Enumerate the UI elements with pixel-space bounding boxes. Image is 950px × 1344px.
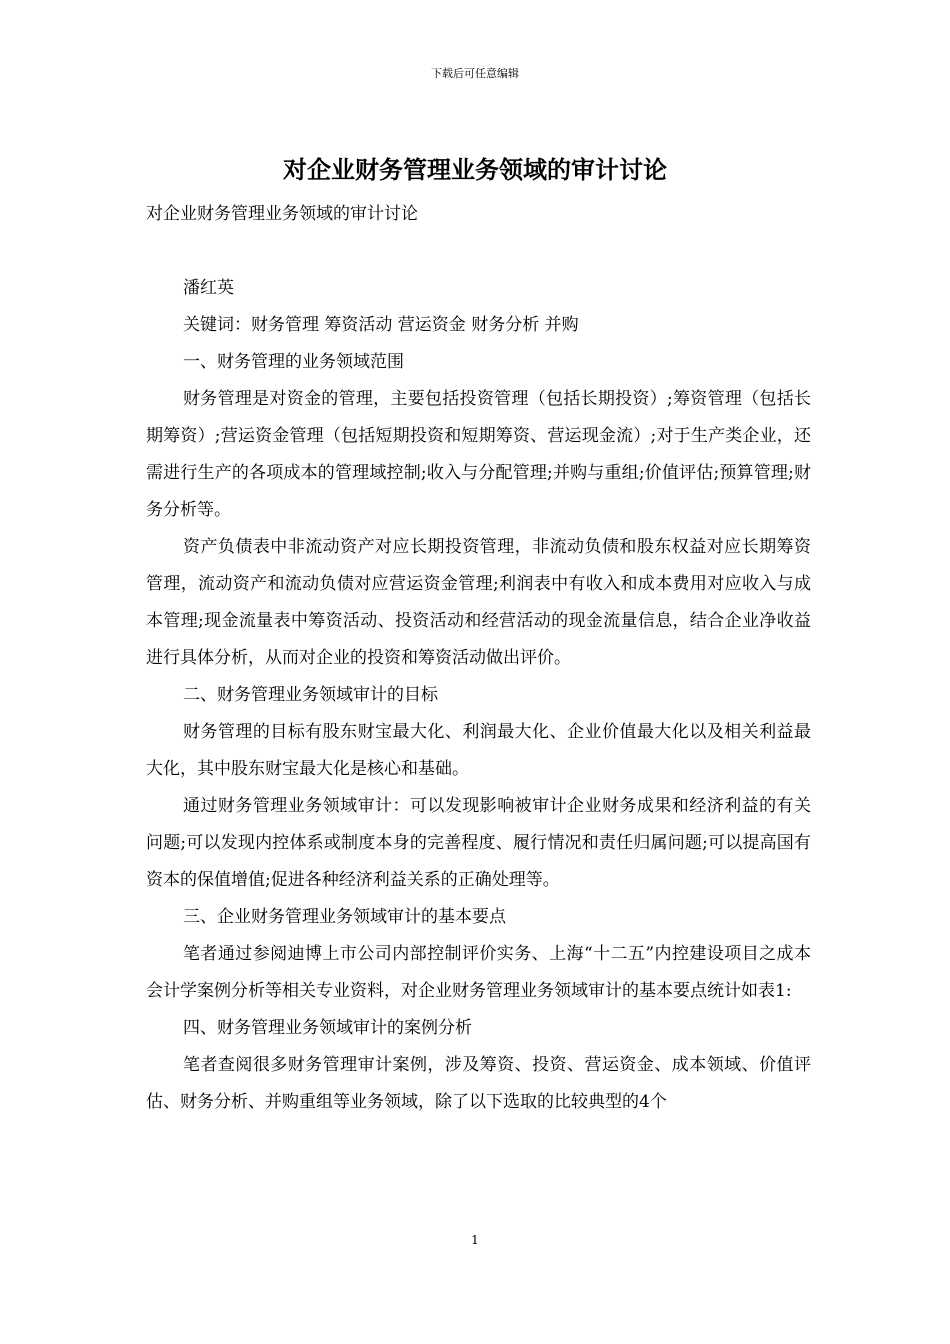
keywords-line: 关键词：财务管理 筹资活动 营运资金 财务分析 并购 — [183, 315, 579, 335]
section-heading-4: 四、财务管理业务领域审计的案例分析 — [183, 1018, 472, 1038]
document-title: 对企业财务管理业务领域的审计讨论 — [283, 155, 667, 184]
page-number: 1 — [471, 1233, 479, 1247]
body-paragraph: 笔者查阅很多财务管理审计案例，涉及筹资、投资、营运资金、成本领域、价值评估、财务分析、并购重组等业务领域，除了以下选取的比较典型的4个 — [146, 1055, 811, 1112]
body-paragraph: 财务管理是对资金的管理，主要包括投资管理（包括长期投资）;筹资管理（包括长期筹资）;营运资金管理（包括短期投资和短期筹资、营运现金流）;对于生产类企业，还需进行生产的各项成本的管理域控制;收入与分配管理;并购与重组;价值评估;预算管理;财务分析等。 — [146, 389, 811, 520]
document-body — [146, 196, 811, 1121]
header-note: 下载后可任意编辑 — [431, 67, 519, 80]
section-heading-2: 二、财务管理业务领域审计的目标 — [183, 685, 438, 705]
body-paragraph: 笔者通过参阅迪博上市公司内部控制评价实务、上海“十二五”内控建设项目之成本会计学案例分析等相关专业资料，对企业财务管理业务领域审计的基本要点统计如表1: — [146, 944, 811, 1001]
section-heading-1: 一、财务管理的业务领域范围 — [183, 352, 404, 372]
body-paragraph: 资产负债表中非流动资产对应长期投资管理，非流动负债和股东权益对应长期筹资管理，流动资产和流动负债对应营运资金管理;利润表中有收入和成本费用对应收入与成本管理;现金流量表中筹资活动、投资活动和经营活动的现金流量信息，结合企业净收益进行具体分析，从而对企业的投资和筹资活动做出评价。 — [146, 537, 811, 668]
document-subtitle: 对企业财务管理业务领域的审计讨论 — [146, 204, 418, 224]
section-heading-3: 三、企业财务管理业务领域审计的基本要点 — [183, 907, 506, 927]
body-paragraph: 通过财务管理业务领域审计：可以发现影响被审计企业财务成果和经济利益的有关问题;可以发现内控体系或制度本身的完善程度、履行情况和责任归属问题;可以提高国有资本的保值增值;促进各种经济利益关系的正确处理等。 — [146, 796, 811, 890]
author-name: 潘红英 — [183, 278, 234, 298]
body-paragraph: 财务管理的目标有股东财宝最大化、利润最大化、企业价值最大化以及相关利益最大化，其中股东财宝最大化是核心和基础。 — [146, 722, 811, 779]
